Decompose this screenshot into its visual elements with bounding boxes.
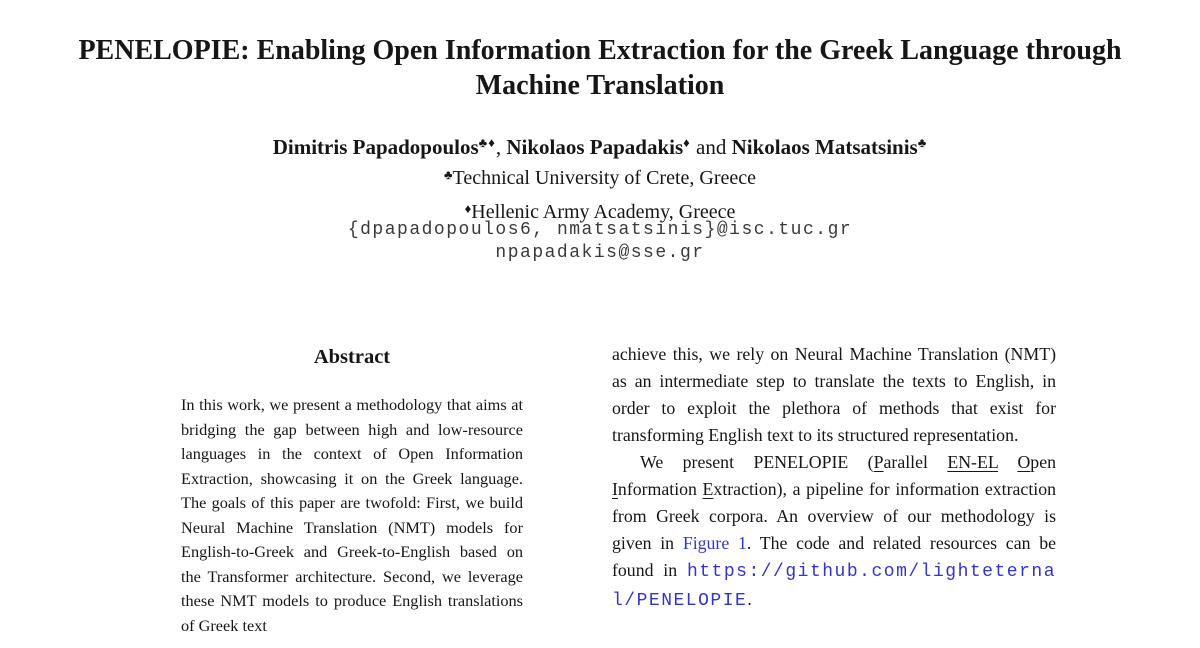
emails-block bbox=[0, 219, 1200, 265]
paper-title bbox=[0, 33, 1200, 103]
abstract-column bbox=[181, 344, 523, 638]
text-segment: xtraction), a pipeline for information extraction from Greek corpora. An overview of our methodology is given in bbox=[612, 479, 1056, 553]
abstract-text: In this work, we present a methodology that aims at bridging the gap between high and low-resource languages in the context of Open Information Extraction, showcasing it on the Greek language. The goals of this paper are twofold: First, we build Neural Machine Translation (NMT) models for English-to-Greek and Greek-to-English based on the Transformer architecture. Second, we leverage these NMT models to produce English translations of Greek text bbox=[181, 395, 523, 635]
author-1-name: Dimitris Papadopoulos bbox=[272, 135, 479, 159]
author-3-name: Nikolaos Matsatsinis bbox=[731, 135, 918, 159]
author-separator: and bbox=[690, 135, 732, 159]
email-line-2: npapadakis@sse.gr bbox=[495, 243, 705, 263]
intro-column bbox=[612, 341, 1056, 615]
abstract-heading: Abstract bbox=[313, 346, 391, 368]
text-segment: . The code and related resources can be found in bbox=[612, 533, 1057, 580]
text-segment: pen bbox=[1030, 452, 1056, 472]
diamond-mark-icon: ♦ bbox=[464, 200, 472, 216]
affiliation-2-text: Hellenic Army Academy, Greece bbox=[471, 200, 736, 223]
text-segment: E bbox=[702, 479, 714, 499]
text-segment: arallel bbox=[883, 452, 948, 472]
author-1-affiliation-marks: ♣♦ bbox=[478, 135, 496, 150]
author-separator: , bbox=[495, 135, 507, 159]
author-2-name: Nikolaos Papadakis bbox=[506, 135, 684, 159]
intro-paragraph-2 bbox=[612, 449, 1056, 615]
club-mark-icon: ♣ bbox=[444, 167, 453, 182]
figure-1-link[interactable]: Figure 1 bbox=[682, 533, 747, 553]
author-3-affiliation-marks: ♣ bbox=[917, 135, 928, 150]
author-2 bbox=[506, 135, 731, 159]
email-line-1: {dpapadopoulos6, nmatsatsinis}@isc.tuc.gr bbox=[347, 220, 853, 240]
author-3 bbox=[732, 135, 928, 159]
text-segment: nformation bbox=[617, 479, 703, 499]
text-segment: I bbox=[612, 479, 618, 499]
text-segment: We present PENELOPIE ( bbox=[640, 452, 874, 472]
text-segment bbox=[998, 452, 1017, 472]
intro-paragraph-1: achieve this, we rely on Neural Machine Translation (NMT) as an intermediate step to translate the texts to English, in order to exploit the plethora of methods that exist for transforming English text to its structured representation. bbox=[612, 344, 1056, 445]
text-segment: P bbox=[873, 452, 884, 472]
author-2-affiliation-marks: ♦ bbox=[683, 135, 691, 150]
affiliations-block bbox=[0, 160, 1200, 227]
affiliation-line-1 bbox=[0, 160, 1200, 194]
affiliation-1-text: Technical University of Crete, Greece bbox=[452, 167, 756, 189]
text-segment: . bbox=[747, 589, 752, 609]
text-segment: O bbox=[1017, 452, 1031, 472]
text-segment: EN-EL bbox=[947, 452, 999, 472]
authors-line bbox=[0, 129, 1200, 161]
github-url-link[interactable]: https://github.com/lighteternal/PENELOPIE bbox=[612, 562, 1056, 611]
paper-title-text: PENELOPIE: Enabling Open Information Extraction for the Greek Language through Machine Translation bbox=[78, 35, 1122, 101]
author-1 bbox=[273, 135, 507, 159]
